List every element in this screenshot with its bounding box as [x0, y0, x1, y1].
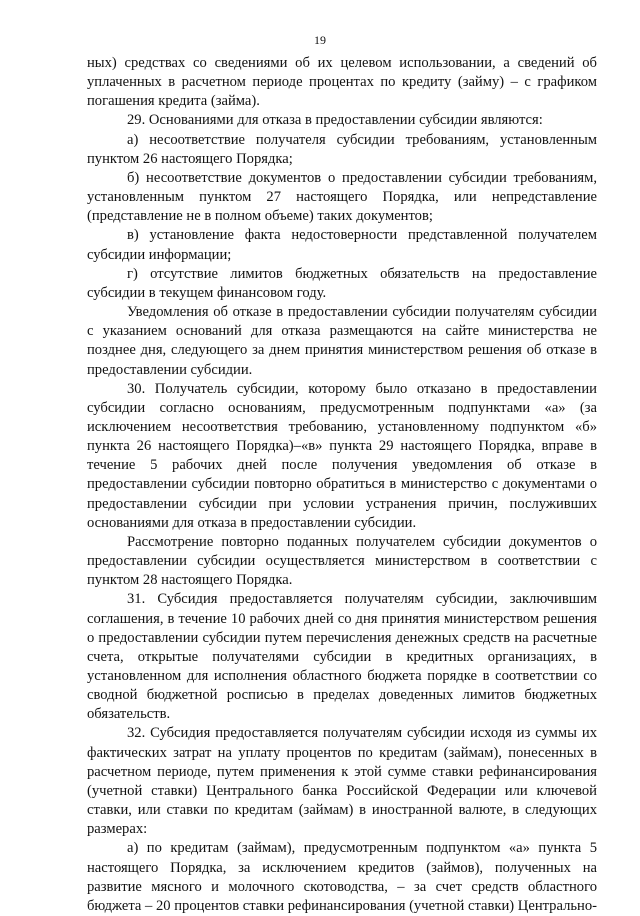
paragraph-refusal-notice: Уведомления об отказе в предоставлении субсидии получателям субсидии с указанием оснований для отказа размещаются на сайте министерства не позднее дня, следующего за днем принятия министерством решения об отказе в предоставлении субсидии. — [87, 304, 597, 378]
paragraph-29-a: а) несоответствие получателя субсидии требованиям, установленным пунктом 26 настоящего Порядка; — [87, 131, 597, 167]
paragraph-32: 32. Субсидия предоставляется получателям субсидии исходя из суммы их фактических затрат на уплату процентов по кредитам (займам), понесенных в расчетном периоде, путем применения к этой сумме ставки рефинансирования (учетной ставки) Центрального банка Российской Федерации или ключевой ставки, или ставки по кредитам (займам) в иностранной валюте, в следующих размерах: — [87, 725, 597, 838]
paragraph-resubmission: Рассмотрение повторно поданных получателем субсидии документов о предоставлении субсидии осуществляется министерством в соответствии с пунктом 28 настоящего Порядка. — [87, 533, 597, 589]
page-number: 19 — [314, 33, 326, 47]
paragraph-29: 29. Основаниями для отказа в предоставлении субсидии являются: — [127, 112, 543, 129]
paragraph-32-a: а) по кредитам (займам), предусмотренным подпунктом «а» пункта 5 настоящего Порядка, за исключением кредитов (займов), полученных на развитие мясного и молочного скотоводства, – за счет средств областного бюджета – 20 процентов ставки рефинансирования (учетной ставки) Центрально- — [87, 840, 597, 914]
paragraph-29-g: г) отсутствие лимитов бюджетных обязательств на предоставление субсидии в текущем финансовом году. — [87, 265, 597, 301]
paragraph-29-v: в) установление факта недостоверности представленной получателем субсидии информации; — [87, 227, 597, 263]
paragraph-29-b: б) несоответствие документов о предоставлении субсидии требованиям, установленным пунктом 27 настоящего Порядка, или непредставление (представление не в полном объеме) таких документов; — [87, 169, 597, 225]
paragraph-continuation: ных) средствах со сведениями об их целевом использовании, а сведений об уплаченных в расчетном периоде процентах по кредиту (займу) – с графиком погашения кредита (займа). — [87, 55, 597, 110]
document-body — [87, 54, 597, 916]
paragraph-30: 30. Получатель субсидии, которому было отказано в предоставлении субсидии согласно основаниям, предусмотренным подпунктами «а» (за исключением несоответствия требованию, установленному подпунктом «б» пункта 26 настоящего Порядка)–«в» пункта 29 настоящего Порядка, вправе в течение 5 рабочих дней после получения уведомления об отказе в предоставлении субсидии повторно обратиться в министерство с документами о предоставлении субсидии при условии устранения причин, послуживших основаниями для отказа в предоставлении субсидии. — [87, 380, 597, 531]
paragraph-31: 31. Субсидия предоставляется получателям субсидии, заключившим соглашения, в течение 10 рабочих дней со дня принятия министерством решения о предоставлении субсидии путем перечисления денежных средств на расчетные счета, открытые получателями субсидии в кредитных организациях, в установленном для исполнения областного бюджета порядке в соответствии со сводной бюджетной росписью в пределах доведенных лимитов бюджетных обязательств. — [87, 591, 597, 723]
